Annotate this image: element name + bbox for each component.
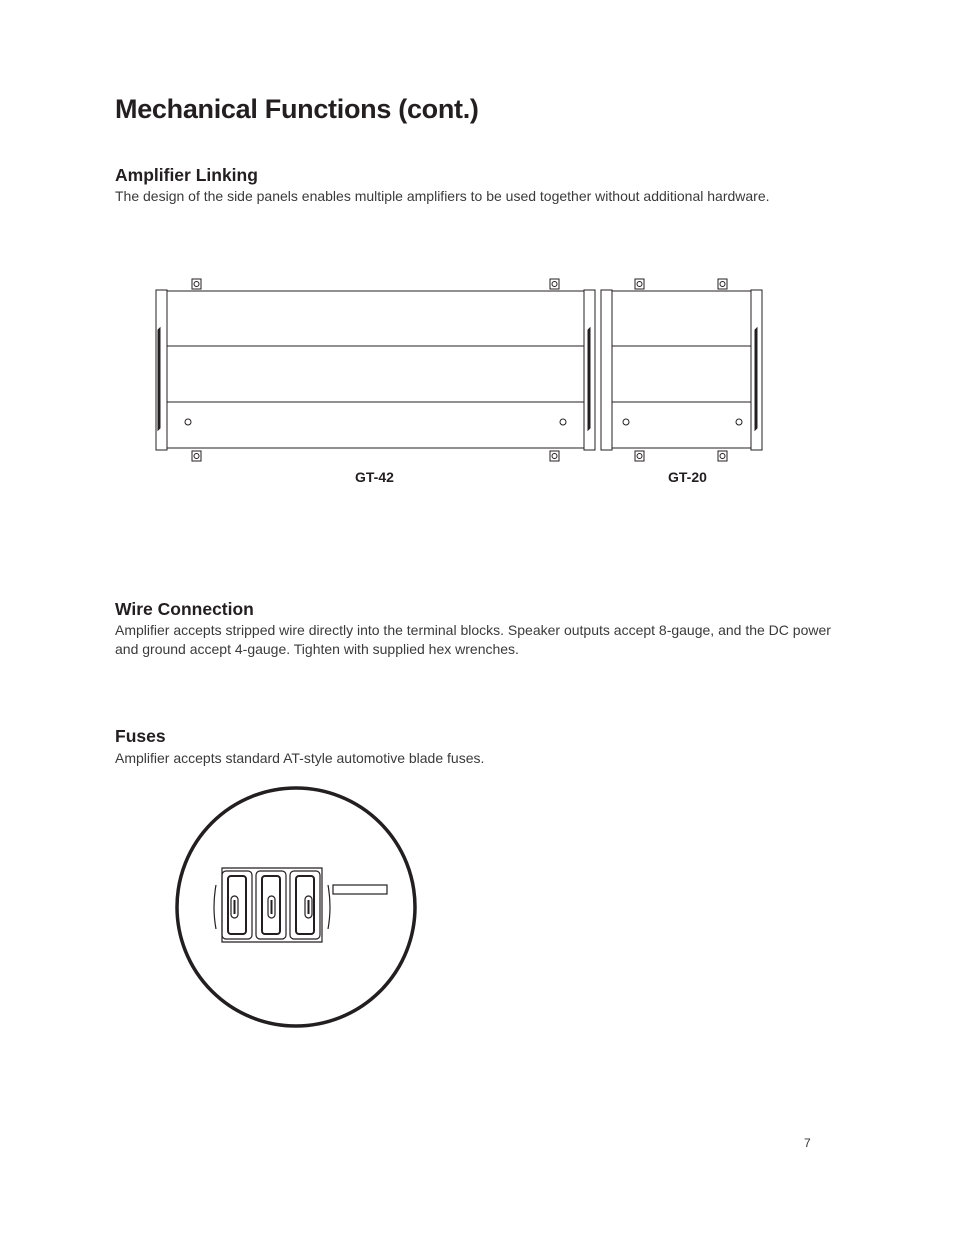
gt42-amplifier-drawing — [156, 279, 595, 461]
section-body-amplifier-linking: The design of the side panels enables multiple amplifiers to be used together without additional hardware. — [115, 188, 770, 204]
fuse-callout-box — [333, 885, 387, 894]
page-title: Mechanical Functions (cont.) — [115, 94, 479, 124]
fuse-3 — [290, 871, 320, 939]
section-heading-wire-connection: Wire Connection — [115, 599, 254, 619]
section-heading-amplifier-linking: Amplifier Linking — [115, 165, 258, 185]
gt20-amplifier-drawing — [601, 279, 762, 461]
fuse-1 — [222, 871, 252, 939]
fuse-holder-drawing — [214, 868, 387, 942]
model-label-gt42: GT-42 — [355, 469, 394, 485]
section-heading-fuses: Fuses — [115, 726, 166, 746]
page-number: 7 — [804, 1136, 811, 1150]
section-body-fuses: Amplifier accepts standard AT-style automotive blade fuses. — [115, 750, 485, 766]
model-label-gt20: GT-20 — [668, 469, 707, 485]
fuse-2 — [256, 871, 286, 939]
section-body-wire-connection: Amplifier accepts stripped wire directly into the terminal blocks. Speaker outputs accept 8-gauge, and the DC power and ground accept 4-gauge. Tighten with supplied hex wrenches. — [115, 622, 831, 657]
